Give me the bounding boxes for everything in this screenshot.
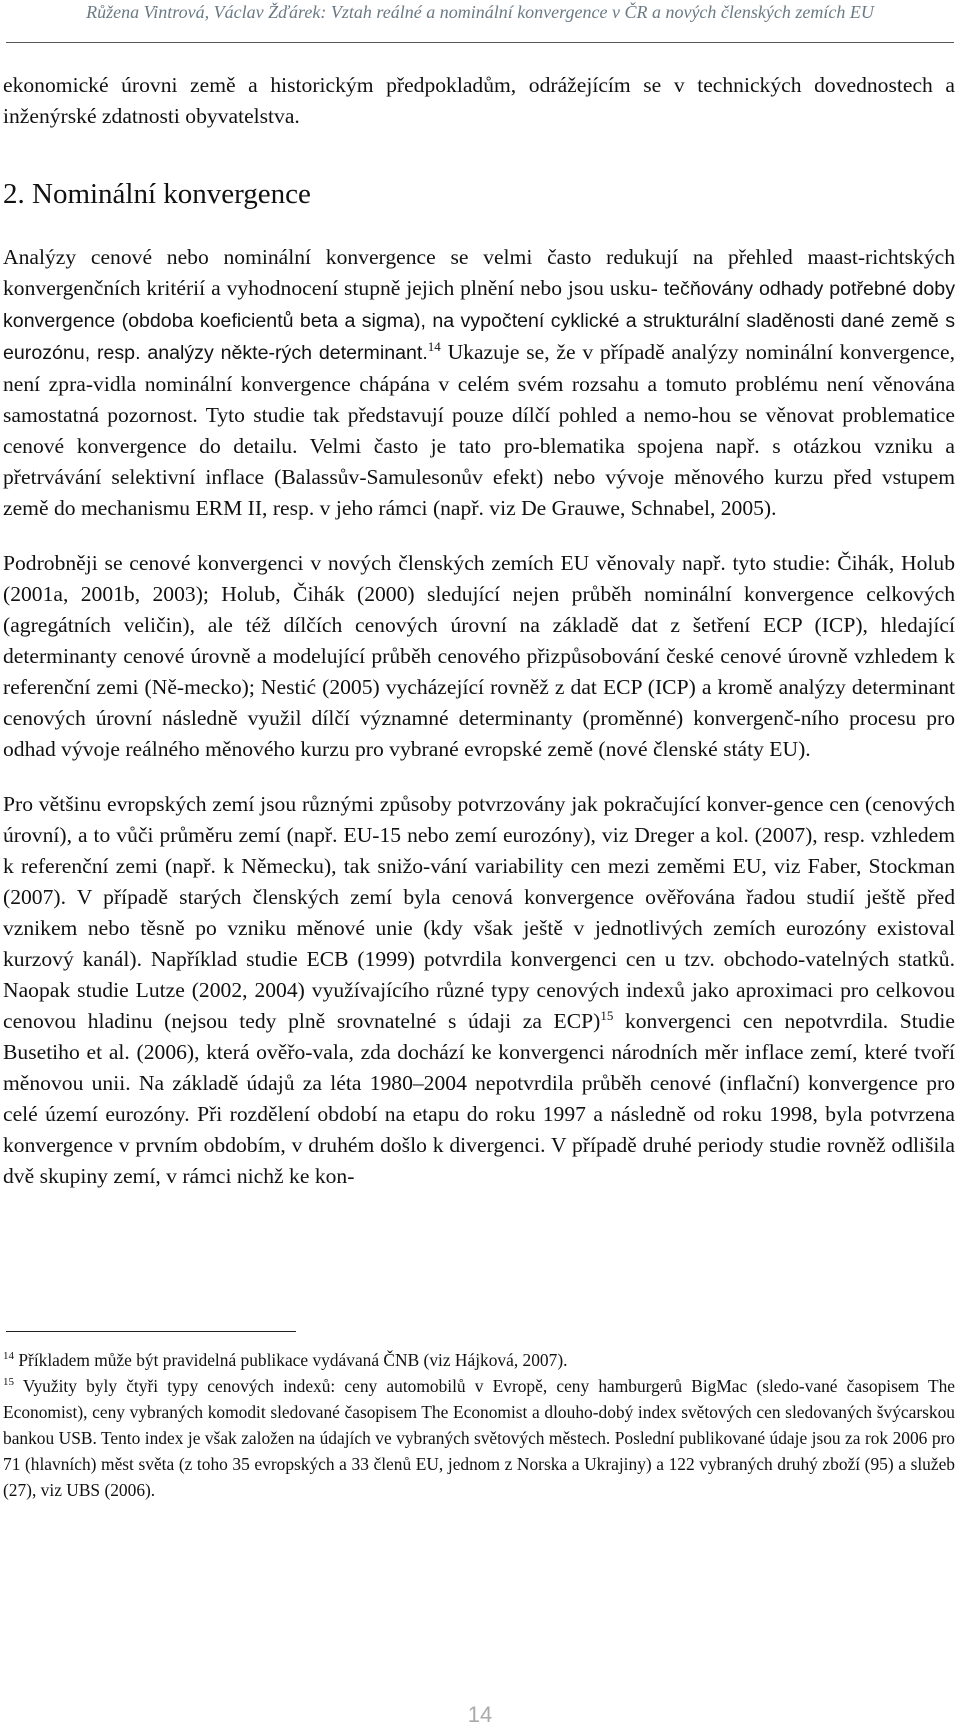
footnote-15 xyxy=(3,1373,955,1503)
footnotes xyxy=(3,1347,955,1503)
footnote-text: Využity byly čtyři typy cenových indexů: ceny automobilů v Evropě, ceny hamburgerů BigMac (sledo-vané časopisem The Economist), ceny vybraných komodit sledované časopisem The Economist a dlouho-dobý index světových cen sledovaných švýcarskou bankou USB. Tento index je však založen na údajích ve vybraných světových městech. Poslední publikované údaje jsou za rok 2006 pro 71 (hlavních) měst světa (z toho 35 evropských a 33 členů EU, jednom z Norska a Ukrajiny) a 122 vybraných druhý zboží (95) a služeb (27), viz UBS (2006). xyxy=(3,1376,956,1500)
page-number: 14 xyxy=(467,1702,493,1727)
section-heading: 2. Nominální konvergence xyxy=(3,178,311,210)
paragraph-3 xyxy=(3,789,955,1192)
paragraph-1-part3: Ukazuje se, že v případě analýzy nominální konvergence, není zpra-vidla nominální konvergence chápána v celém svém rozsahu a tomuto problému není věnována samostatná pozornost. Tyto studie tak představují pouze dílčí pohled a nemo-hou se věnovat problematice cenové konvergence do detailu. Velmi často je tato pro-blematika spojena např. s otázkou vzniku a přetrvávání selektivní inflace (Balassův-Samulesonův efekt) nebo vývoje měnového kurzu před vstupem země do mechanismu ERM II, resp. v jeho rámci (např. viz De Grauwe, Schnabel, 2005). xyxy=(3,340,956,520)
header-divider xyxy=(6,42,954,43)
footnote-number: 14 xyxy=(3,1350,14,1363)
footnote-ref-15[interactable]: 15 xyxy=(600,1007,614,1023)
paragraph-1-part2: tečňovány odhady potřebné doby konvergence (obdoba koeficientů beta a sigma), na vypočtení cyklické a strukturální sladěnosti dané země s eurozónu, resp. analýzy někte-rých determinant. xyxy=(3,278,955,364)
footnote-number: 15 xyxy=(3,1376,14,1389)
footnote-ref-14[interactable]: 14 xyxy=(427,338,441,354)
header-title: Vztah reálné a nominální konvergence v ČR a nových členských zemích EU xyxy=(330,2,874,22)
intro-paragraph: ekonomické úrovni země a historickým předpokladům, odrážejícím se v technických dovednostech a inženýrské zdatnosti obyvatelstva. xyxy=(3,73,955,128)
paragraph-1 xyxy=(3,242,955,524)
header-authors: Růžena Vintrová, Václav Žďárek: xyxy=(86,2,327,22)
paragraph-3-part2: konvergenci cen nepotvrdila. Studie Busetiho et al. (2006), která ověřo-vala, zda dochází ke konvergenci národních měr inflace zemí, které tvoří měnovou unii. Na základě údajů za léta 1980–2004 nepotvrdila průběh cenové (inflační) konvergence pro celé území eurozóny. Při rozdělení období na etapu do roku 1997 a následně od roku 1998, byla potvrzena konvergence v prvním obdobím, v druhém došlo k divergenci. V případě druhé periody studie rovněž odlišila dvě skupiny zemí, v rámci nichž ke kon- xyxy=(3,1009,955,1188)
paragraph-1-part1: Analýzy cenové nebo nominální konvergence se velmi často redukují na přehled maast-richtských konvergenčních kritérií a vyhodnocení stupně jejich plnění nebo jsou usku- xyxy=(3,245,955,300)
main-body xyxy=(3,70,955,1192)
footnote-divider xyxy=(6,1331,296,1332)
running-header xyxy=(0,2,960,23)
footnote-14 xyxy=(3,1347,955,1373)
footnote-text: Příkladem může být pravidelná publikace vydávaná ČNB (viz Hájková, 2007). xyxy=(18,1350,568,1370)
paragraph-2: Podrobněji se cenové konvergenci v nových členských zemích EU věnovaly např. tyto studie: Čihák, Holub (2001a, 2001b, 2003); Holub, Čihák (2000) sledující nejen průběh nominální konvergence celkových (agregátních veličin), ale též dílčích cenových úrovní na základě dat z šetření ECP (ICP), hledající determinanty cenové úrovně a modelující průběh cenového přizpůsobování české cenové úrovně vzhledem k referenční zemi (Ně-mecko); Nestić (2005) vycházející rovněž z dat ECP (ICP) a kromě analýzy determinant cenových úrovní následně využil dílčí významné determinanty (proměnné) konvergenč-ního procesu pro odhad vývoje reálného měnového kurzu pro vybrané evropské země (nové členské státy EU). xyxy=(3,551,955,761)
paragraph-3-part1: Pro většinu evropských zemí jsou různými způsoby potvrzovány jak pokračující konver-gence cen (cenových úrovní), a to vůči průměru zemí (např. EU-15 nebo zemí eurozóny), viz Dreger a kol. (2007), resp. vzhledem k referenční zemi (např. k Německu), tak snižo-vání variability cen mezi zeměmi EU, viz Faber, Stockman (2007). V případě starých členských zemí byla cenová konvergence ověřována řadou studií ještě před vznikem nebo těsně po vzniku měnové unie (kdy však ještě v jednotlivých zemích eurozóny existoval kurzový kanál). Například studie ECB (1999) potvrdila konvergenci cen u tzv. obchodo-vatelných statků. Naopak studie Lutze (2002, 2004) využívajícího různé typy cenových indexů jako aproximaci pro celkovou cenovou hladinu (nejsou tedy plně srovnatelné s údaji za ECP) xyxy=(3,792,955,1033)
